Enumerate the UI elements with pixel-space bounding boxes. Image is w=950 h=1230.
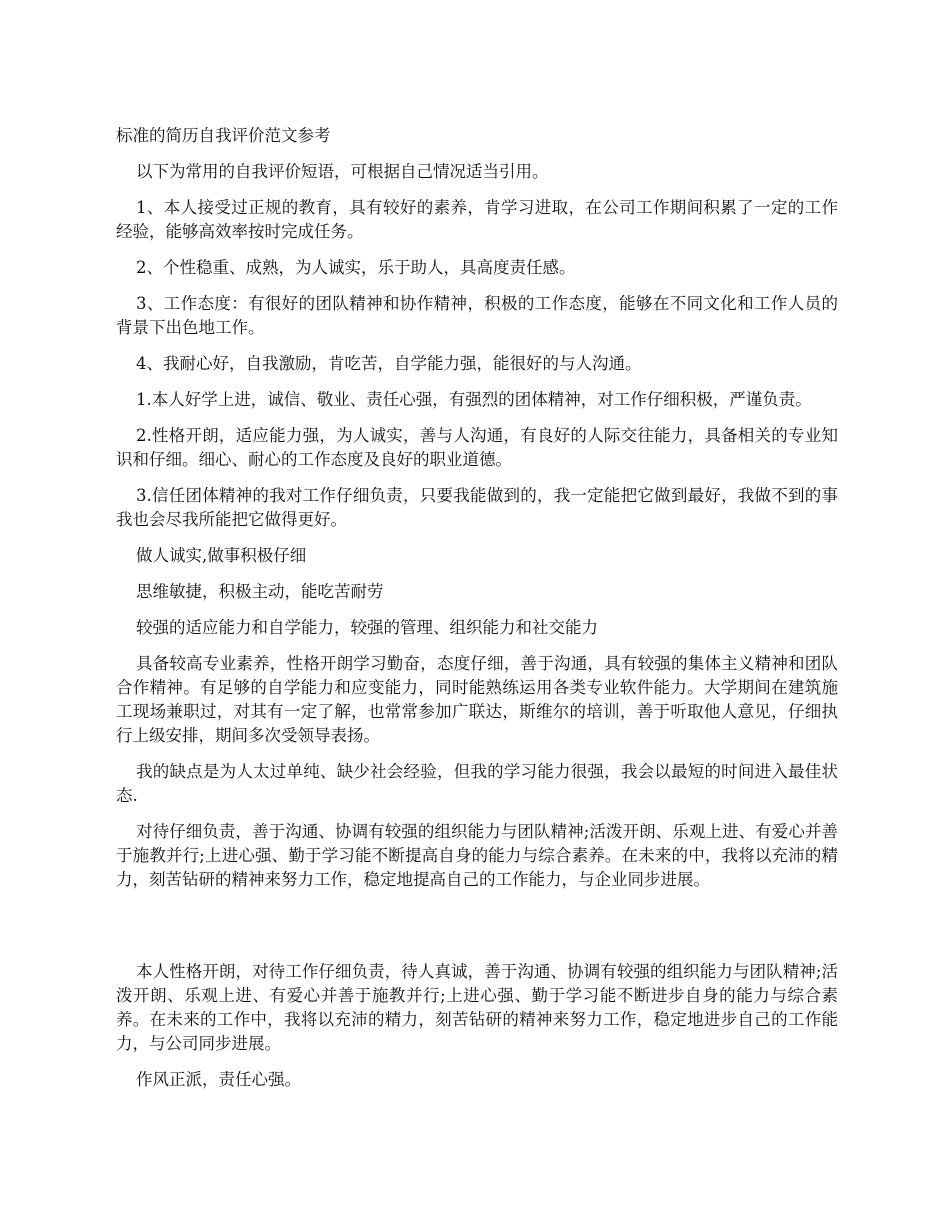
section-gap	[116, 904, 838, 960]
paragraph-short-2: 思维敏捷，积极主动，能吃苦耐劳	[136, 582, 384, 601]
paragraph-point-1: 1.本人好学上进，诚信、敬业、责任心强，有强烈的团体精神，对工作仔细积极，严谨负责。	[136, 390, 812, 409]
paragraph-professional: 具备较高专业素养，性格开朗学习勤奋，态度仔细，善于沟通，具有较强的集体主义精神和团队合作精神。有足够的自学能力和应变能力，同时能熟练运用各类专业软件能力。大学期间在建筑施工现场兼职过，对其有一定了解，也常常参加广联达，斯维尔的培训，善于听取他人意见，仔细执行上级安排，期间多次受领导表扬。	[116, 654, 838, 745]
document-page	[116, 124, 838, 1104]
paragraph-weakness: 我的缺点是为人太过单纯、缺少社会经验，但我的学习能力很强，我会以最短的时间进入最佳状态.	[116, 762, 838, 805]
paragraph-point-2: 2.性格开朗，适应能力强，为人诚实，善与人沟通，有良好的人际交往能力，具备相关的专业知识和仔细。细心、耐心的工作态度及良好的职业道德。	[116, 426, 838, 469]
paragraph-item-1: 1、本人接受过正规的教育，具有较好的素养，肯学习进取，在公司工作期间积累了一定的工作经验，能够高效率按时完成任务。	[116, 198, 838, 241]
paragraph-attitude: 对待仔细负责，善于沟通、协调有较强的组织能力与团队精神;活泼开朗、乐观上进、有爱心并善于施教并行;上进心强、勤于学习能不断提高自身的能力与综合素养。在未来的中，我将以充沛的精力，刻苦钻研的精神来努力工作，稳定地提高自己的工作能力，与企业同步进展。	[116, 822, 838, 889]
paragraph-item-2: 2、个性稳重、成熟，为人诚实，乐于助人，具高度责任感。	[136, 258, 576, 277]
document-title: 标准的简历自我评价范文参考	[116, 126, 331, 145]
paragraph-point-3: 3.信任团体精神的我对工作仔细负责，只要我能做到的，我一定能把它做到最好，我做不到的事我也会尽我所能把它做得更好。	[116, 486, 838, 529]
paragraph-short-1: 做人诚实,做事积极仔细	[136, 546, 307, 565]
paragraph-item-3: 3、工作态度：有很好的团队精神和协作精神，积极的工作态度，能够在不同文化和工作人员的背景下出色地工作。	[116, 294, 838, 337]
paragraph-personality: 本人性格开朗，对待工作仔细负责，待人真诚，善于沟通、协调有较强的组织能力与团队精神;活泼开朗、乐观上进、有爱心并善于施教并行;上进心强、勤于学习能不断进步自身的能力与综合素养。在未来的工作中，我将以充沛的精力，刻苦钻研的精神来努力工作，稳定地进步自己的工作能力，与公司同步进展。	[116, 962, 838, 1053]
paragraph-closing: 作风正派，责任心强。	[136, 1070, 301, 1089]
paragraph-short-3: 较强的适应能力和自学能力，较强的管理、组织能力和社交能力	[136, 618, 598, 637]
paragraph-item-4: 4、我耐心好，自我激励，肯吃苦，自学能力强，能很好的与人沟通。	[136, 354, 642, 373]
paragraph-intro: 以下为常用的自我评价短语，可根据自己情况适当引用。	[136, 162, 549, 181]
